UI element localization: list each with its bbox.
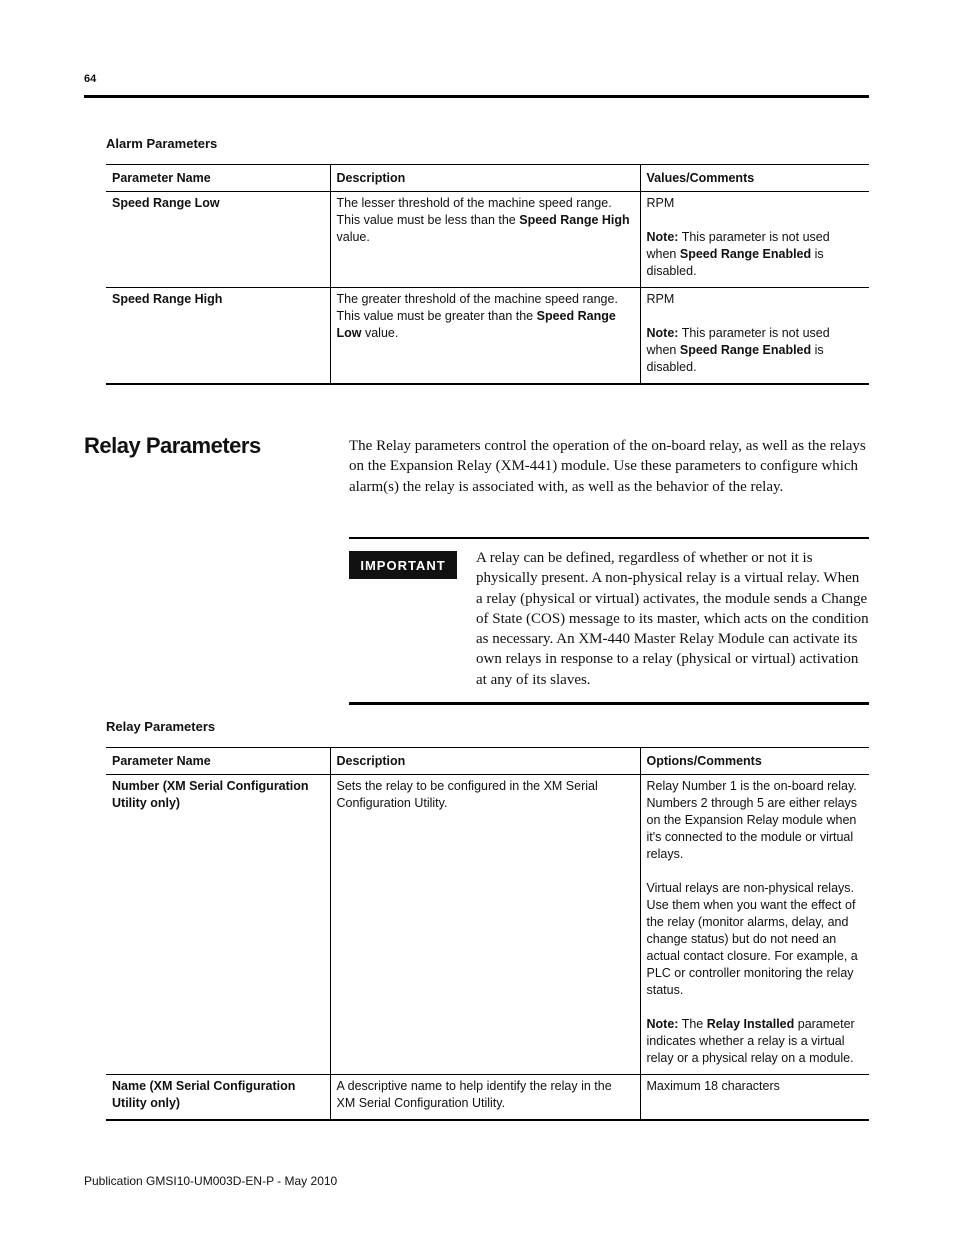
- note-label: Note:: [646, 326, 679, 340]
- alarm-table-caption: Alarm Parameters: [106, 136, 218, 151]
- header-rule: [84, 95, 869, 98]
- alarm-parameters-table: [106, 164, 869, 385]
- table-row: [106, 1075, 869, 1121]
- option-text: Virtual relays are non-physical relays. Use them when you want the effect of the relay (monitor alarms, delay, and change status) but do not need an actual contact closure. For example, a PLC or controller monitoring the relay status.: [646, 881, 858, 997]
- note-label: Note:: [646, 1017, 679, 1031]
- note-text: parameter indicates whether a relay is a virtual relay or a physical relay on a module.: [646, 1017, 855, 1065]
- column-header: Options/Comments: [640, 748, 869, 775]
- note-text: This parameter is not used when: [646, 326, 830, 357]
- note-text: This parameter is not used when: [646, 230, 830, 261]
- table-header-row: [106, 748, 869, 775]
- note-text: The: [678, 1017, 707, 1031]
- column-header: Parameter Name: [106, 165, 330, 192]
- parameter-options: [640, 775, 869, 1075]
- parameter-description: [330, 192, 640, 288]
- description-text: value.: [336, 230, 370, 244]
- column-header: Parameter Name: [106, 748, 330, 775]
- parameter-options: Maximum 18 characters: [640, 1075, 869, 1121]
- note: [647, 325, 864, 376]
- important-callout: [349, 537, 869, 705]
- parameter-values: [640, 192, 869, 288]
- publication-footer: Publication GMSI10-UM003D-EN-P - May 2010: [84, 1174, 338, 1188]
- relay-parameters-table: [106, 747, 869, 1121]
- parameter-values: [640, 288, 869, 385]
- section-intro: The Relay parameters control the operation of the on-board relay, as well as the relays on the Expansion Relay (XM-441) module. Use these parameters to configure which alarm(s) the relay is associated with, as well as the behavior of the relay.: [349, 438, 866, 495]
- table-row: [106, 288, 869, 385]
- note: [647, 229, 864, 280]
- table-row: [106, 775, 869, 1075]
- note-bold: Relay Installed: [706, 1017, 795, 1031]
- section-heading: Relay Parameters: [84, 433, 261, 458]
- parameter-name: Number (XM Serial Configuration Utility only): [106, 775, 330, 1075]
- note-label: Note:: [646, 230, 679, 244]
- relay-table-caption: Relay Parameters: [106, 719, 216, 734]
- column-header: Description: [330, 748, 640, 775]
- description-text: The lesser threshold of the machine speed range. This value must be less than the: [336, 196, 612, 227]
- description-text: value.: [361, 326, 399, 340]
- parameter-description: Sets the relay to be configured in the XM Serial Configuration Utility.: [330, 775, 640, 1075]
- note-text: is disabled.: [646, 247, 824, 278]
- parameter-name: Name (XM Serial Configuration Utility only): [106, 1075, 330, 1121]
- parameter-name: Speed Range Low: [106, 192, 330, 288]
- column-header: Values/Comments: [640, 165, 869, 192]
- description-bold: Speed Range High: [519, 213, 630, 227]
- important-text: A relay can be defined, regardless of whether or not it is physically present. A non-physical relay is a virtual relay. When a relay (physical or virtual) activates, the module sends a Change of State (COS) message to its master, which acts on the condition as necessary. An XM-440 Master Relay Module can activate its own relays in response to a relay (physical or virtual) activation at any of its slaves.: [476, 550, 869, 688]
- parameter-description: A descriptive name to help identify the relay in the XM Serial Configuration Utility.: [330, 1075, 640, 1121]
- note-text: is disabled.: [646, 343, 824, 374]
- value-unit: RPM: [646, 292, 675, 306]
- note-bold: Speed Range Enabled: [679, 247, 812, 261]
- note-bold: Speed Range Enabled: [679, 343, 812, 357]
- column-header: Description: [330, 165, 640, 192]
- page-number: 64: [84, 73, 97, 85]
- important-badge: IMPORTANT: [349, 551, 457, 579]
- parameter-name: Speed Range High: [106, 288, 330, 385]
- parameter-description: [330, 288, 640, 385]
- description-text: The greater threshold of the machine speed range. This value must be greater than the: [336, 292, 618, 323]
- table-header-row: [106, 165, 869, 192]
- option-text: Relay Number 1 is the on-board relay. Numbers 2 through 5 are either relays on the Expansion Relay module when it's connected to the module or virtual relays.: [646, 779, 858, 861]
- table-row: [106, 192, 869, 288]
- note: [647, 1016, 864, 1067]
- description-bold: Speed Range Low: [336, 309, 616, 340]
- value-unit: RPM: [646, 196, 675, 210]
